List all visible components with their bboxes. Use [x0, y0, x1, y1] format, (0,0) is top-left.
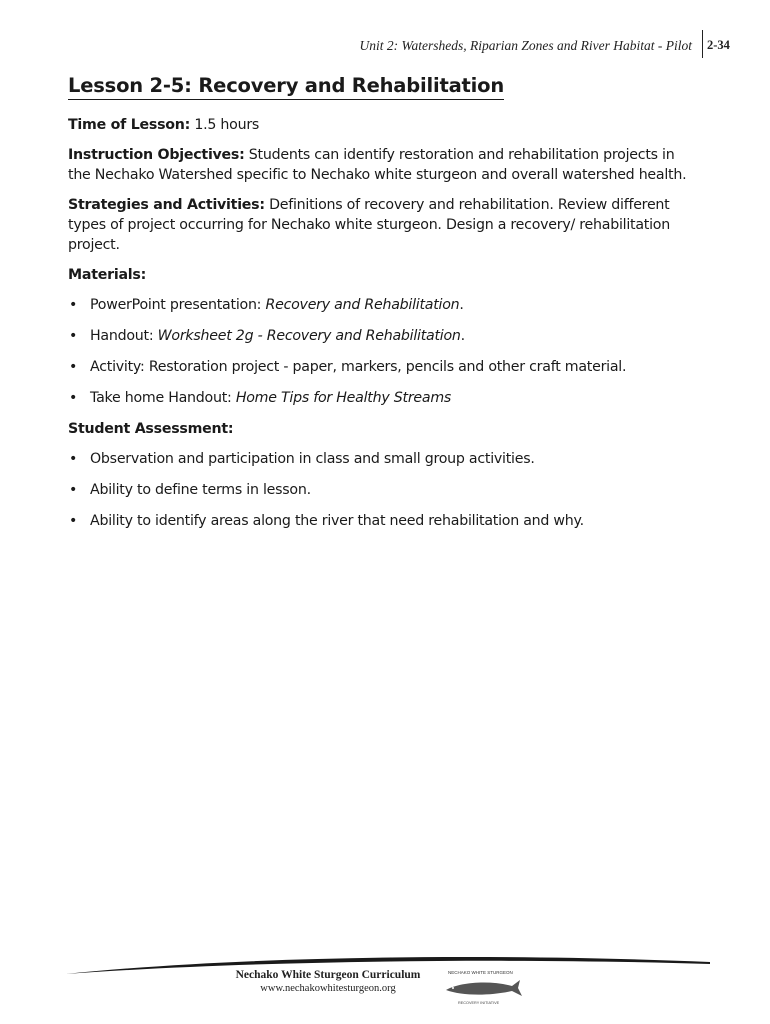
instruction-objectives [68, 145, 693, 185]
item-suffix: . [460, 328, 465, 344]
footer-title: Nechako White Sturgeon Curriculum [235, 969, 421, 981]
materials-list [68, 295, 693, 408]
item-suffix: . [459, 297, 464, 313]
item-text: Take home Handout: [90, 390, 236, 406]
list-item: • Ability to define terms in lesson. [68, 480, 693, 500]
item-italic-title: Worksheet 2g - Recovery and Rehabilitation [157, 328, 461, 344]
item-text: Handout: [90, 328, 158, 344]
footer-url: www.nechakowhitesturgeon.org [260, 983, 396, 994]
list-item [68, 388, 693, 408]
header-divider [702, 30, 703, 58]
list-item [68, 295, 693, 315]
objectives-label: Instruction Objectives: [68, 147, 245, 163]
item-text: Activity: Restoration project - paper, markers, pencils and other craft material. [90, 359, 627, 375]
list-item: • Ability to identify areas along the river that need rehabilitation and why. [68, 511, 693, 531]
strategies-and-activities [68, 195, 693, 255]
lesson-content [68, 115, 693, 542]
item-italic-title: Home Tips for Healthy Streams [235, 390, 452, 406]
page-number: 2-34 [707, 38, 730, 52]
list-item [68, 326, 693, 346]
time-value: 1.5 hours [190, 117, 260, 133]
footer [218, 969, 438, 994]
list-item: • Observation and participation in class and small group activities. [68, 449, 693, 469]
assessment-list [68, 449, 693, 531]
logo-sub-text: RECOVERY INITIATIVE [458, 1001, 500, 1005]
time-label: Time of Lesson: [68, 117, 191, 133]
lesson-title: Lesson 2-5: Recovery and Rehabilitation [68, 74, 504, 100]
item-italic-title: Recovery and Rehabilitation [265, 297, 460, 313]
sturgeon-logo [440, 966, 524, 1006]
strategies-label: Strategies and Activities: [68, 197, 265, 213]
item-text: PowerPoint presentation: [90, 297, 266, 313]
student-assessment-heading: Student Assessment: [68, 421, 234, 437]
strategies-text: Definitions of recovery and rehabilitation. Review different types of project occurring for Nechako white sturgeon. Design a recovery/ rehabilitation project. [68, 197, 670, 253]
materials-heading: Materials: [68, 267, 147, 283]
objectives-text: Students can identify restoration and rehabilitation projects in the Nechako Watershed specific to Nechako white sturgeon and overall watershed health. [68, 147, 687, 183]
list-item [68, 357, 693, 377]
logo-small-text: NECHAKO WHITE STURGEON [448, 970, 513, 975]
sturgeon-fish-shape [446, 980, 522, 996]
time-of-lesson [68, 115, 693, 135]
running-header: Unit 2: Watersheds, Riparian Zones and River Habitat - Pilot [359, 38, 692, 53]
